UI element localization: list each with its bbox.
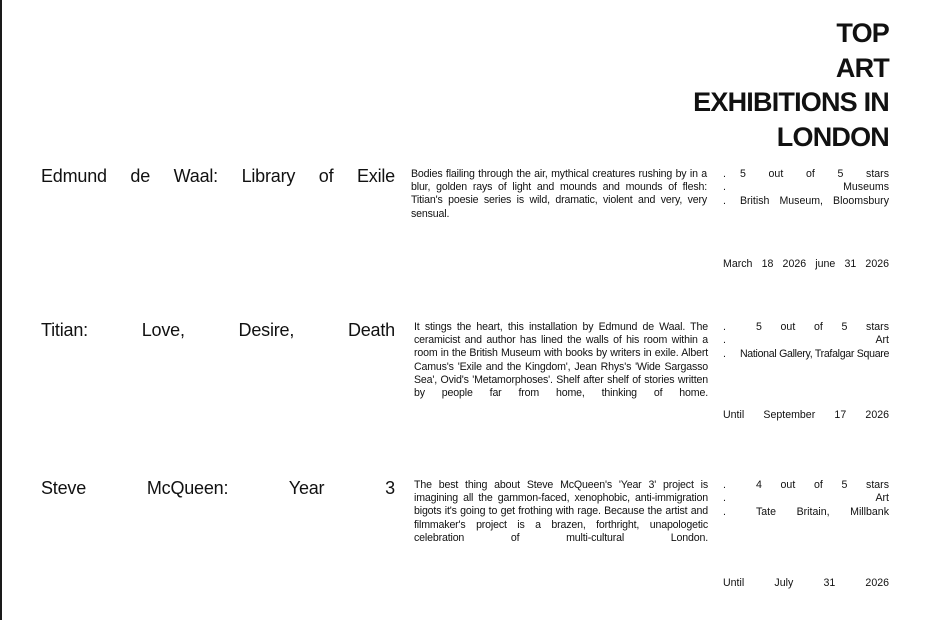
exhibition-title[interactable]: Edmund de Waal: Library of Exile bbox=[41, 166, 395, 186]
exhibition-rating: 4 out of 5 stars bbox=[755, 479, 889, 491]
exhibition-description: Bodies flailing through the air, mythical creatures rushing by in a blur, golden rays of light and mounds and mounds of flesh: Titian's poesie series is wild, dramatic, violent and very, very sensual. bbox=[411, 168, 707, 220]
exhibition-details bbox=[723, 479, 889, 519]
venue-row bbox=[723, 506, 889, 519]
exhibition-rating: 5 out of 5 stars bbox=[739, 168, 889, 180]
venue-row bbox=[723, 348, 889, 361]
bullet: . bbox=[723, 321, 726, 333]
page-title-line: ART bbox=[835, 52, 889, 83]
exhibition-dates: Until September 17 2026 bbox=[723, 409, 889, 421]
exhibition-category: Art bbox=[875, 492, 889, 505]
exhibition-venue[interactable]: Tate Britain, Millbank bbox=[755, 505, 889, 518]
exhibition-dates: March 18 2026 june 31 2026 bbox=[723, 258, 889, 270]
bullet: . bbox=[723, 194, 726, 207]
exhibition-description: The best thing about Steve McQueen's 'Year 3' project is imagining all the gammon-faced, xenophobic, anti-immigration bigots it's going to get frothing with rage. Because the artist and filmmaker's project is a brazen, forthright, unapologetic celebration of multi-cultural London. bbox=[414, 479, 708, 544]
bullet: . bbox=[723, 168, 726, 180]
category-row bbox=[723, 334, 889, 347]
rating-row bbox=[723, 479, 889, 492]
exhibition-venue[interactable]: National Gallery, Trafalgar Square bbox=[739, 347, 890, 360]
page-border bbox=[0, 0, 2, 620]
exhibition-category: Art bbox=[875, 334, 889, 347]
exhibition-description: It stings the heart, this installation by Edmund de Waal. The ceramicist and author has lined the walls of his room within a room in the British Museum with books by writers in exile. Albert Camus's 'Exile and the Kingdom', Jean Rhys's 'Wide Sargasso Sea', Ovid's 'Metamorphoses'. Shelf after shelf of stories written by people far from home, thinking of home. bbox=[414, 321, 708, 400]
exhibition-details bbox=[723, 168, 889, 208]
exhibition-details bbox=[723, 321, 889, 361]
page-title-line: TOP bbox=[836, 18, 889, 48]
page-title-line: EXHIBITIONS IN bbox=[693, 87, 889, 117]
bullet: . bbox=[723, 334, 726, 347]
bullet: . bbox=[723, 505, 726, 518]
exhibition-title[interactable]: Titian: Love, Desire, Death bbox=[41, 320, 395, 340]
venue-row bbox=[723, 195, 889, 208]
bullet: . bbox=[723, 181, 726, 194]
rating-row bbox=[723, 321, 889, 334]
category-row bbox=[723, 181, 889, 194]
rating-row bbox=[723, 168, 889, 181]
bullet: . bbox=[723, 492, 726, 505]
page-title-line: LONDON bbox=[776, 121, 889, 152]
exhibition-title[interactable]: Steve McQueen: Year 3 bbox=[41, 478, 395, 498]
category-row bbox=[723, 492, 889, 505]
exhibition-dates: Until July 31 2026 bbox=[723, 577, 889, 589]
page-title bbox=[589, 16, 889, 154]
exhibition-category: Museums bbox=[843, 181, 889, 194]
bullet: . bbox=[723, 347, 726, 360]
exhibition-venue[interactable]: British Museum, Bloomsbury bbox=[739, 194, 889, 207]
bullet: . bbox=[723, 479, 726, 491]
exhibition-rating: 5 out of 5 stars bbox=[755, 321, 889, 333]
